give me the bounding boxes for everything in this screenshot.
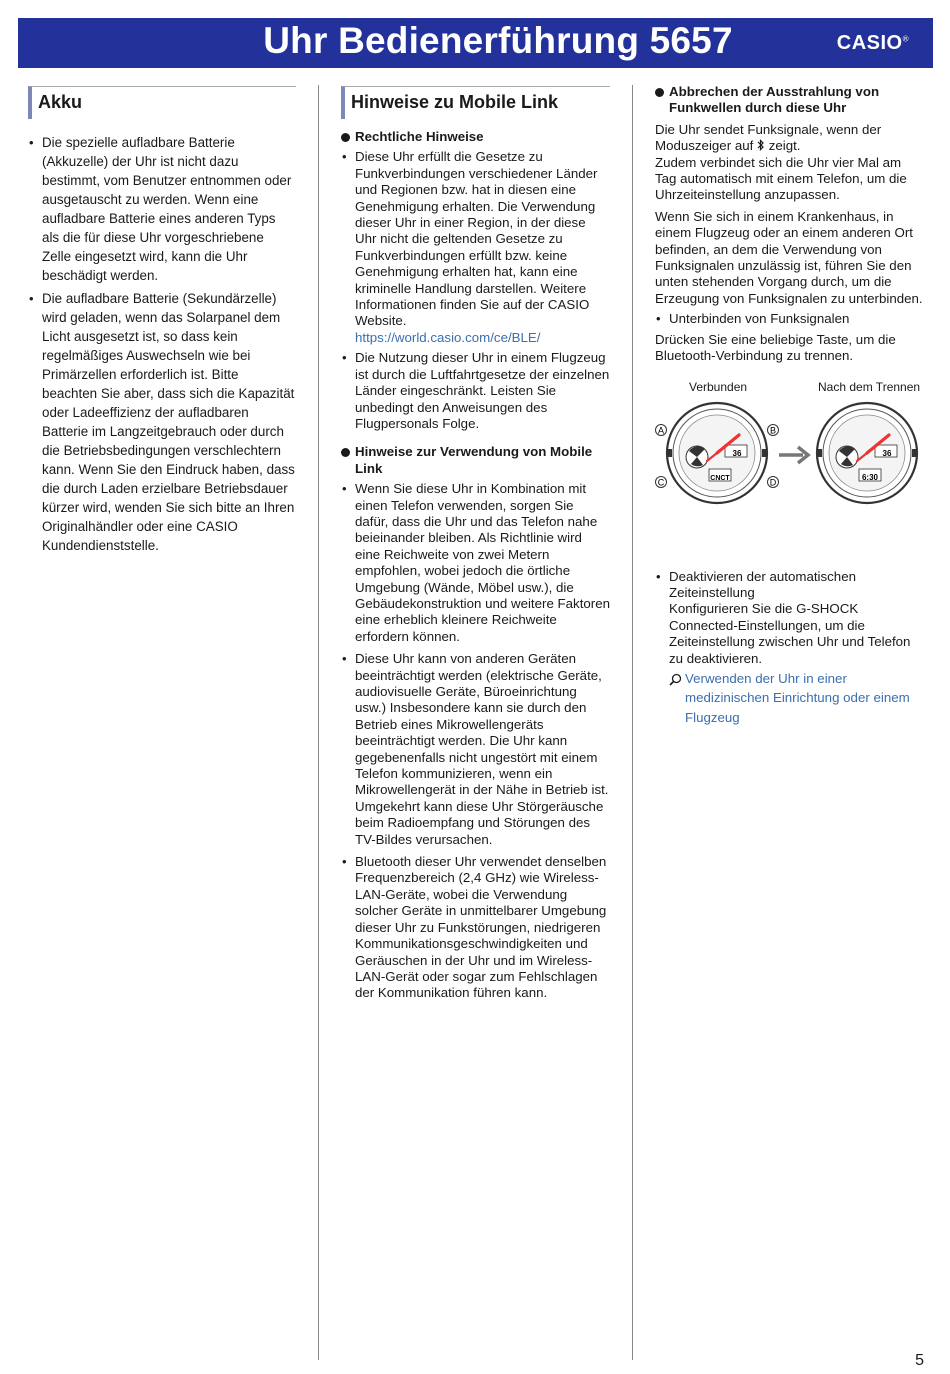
magnifier-icon bbox=[669, 673, 682, 686]
watch-connected bbox=[667, 403, 767, 503]
watch-disconnected bbox=[817, 403, 917, 503]
watch-illustration bbox=[655, 395, 925, 535]
subheading-usage: Hinweise zur Verwendung von Mobile Link bbox=[341, 444, 610, 477]
list-item bbox=[655, 569, 925, 728]
list-item: • Diese Uhr kann von anderen Geräten beeinträchtigt werden (elektrische Geräte, audiovisuelle Geräte, Büroeinrichtung usw.) Insbesondere kann sie durch den Betrieb eines Mikrowellengeräts beeinträchtigt werden. Die Uhr kann gegebenenfalls nicht ungestört mit einem Telefon kommunizieren, wenn ein Mikrowellengerät in der Nähe in Betrieb ist. Umgekehrt kann diese Uhr Störgeräusche beim Radioempfang und Störungen des TV-Bildes verursachen. bbox=[341, 651, 610, 848]
legal-text: Diese Uhr erfüllt die Gesetze zu Funkverbindungen verschiedener Länder und Regionen bzw. hat in diesen eine Genehmigung erhalten. Die Verwendung dieser Uhr in einer Region, in der diese Uhr nicht die geltenden Gesetze zu Funkverbindungen erfüllt bzw. keine Genehmigung erhalten hat, kann eine kriminelle Handlung darstellen. Weitere Informationen finden Sie auf der CASIO Website. bbox=[355, 149, 598, 329]
watch-display-digit-2: 36 bbox=[882, 448, 892, 458]
bullet-body: Konfigurieren Sie die G-SHOCK Connected-Einstellungen, um die Zeiteinstellung zwischen Uhr und Telefon zu deaktivieren. bbox=[669, 601, 911, 666]
button-a-label: A bbox=[657, 425, 665, 435]
reference-link-row bbox=[669, 669, 925, 728]
button-b-label: B bbox=[769, 425, 777, 435]
casio-logo: CASIO® bbox=[836, 32, 909, 54]
list-item: • Die Nutzung dieser Uhr in einem Flugzeug ist durch die Luftfahrtgesetze der einzelnen Länder eingeschränkt. Leisten Sie unbedingt den Anweisungen des Flugpersonals Folge. bbox=[341, 350, 610, 432]
paragraph: Die Uhr sendet Funksignale, wenn der Moduszeiger auf zeigt. Zudem verbindet sich die Uhr vier Mal am Tag automatisch mit einem Telefon, um die Uhrzeiteinstellung anzupassen. bbox=[655, 121, 907, 203]
subheading-legal: Rechtliche Hinweise bbox=[341, 129, 610, 145]
paragraph: Wenn Sie sich in einem Krankenhaus, in einem Flugzeug oder an einem anderen Ort befinden, an dem die Verwendung von Funksignalen unzulässig ist, führen Sie den unten stehenden Vorgang durch, um die Erzeugung von Funksignalen zu unterbinden. bbox=[655, 208, 923, 306]
bluetooth-icon bbox=[757, 139, 765, 151]
column-radio bbox=[655, 84, 925, 727]
list-item: • Die aufladbare Batterie (Sekundärzelle) wird geladen, wenn das Solarpanel dem Licht ausgesetzt ist, so dass kein regelmäßiges Auswechseln wie bei Primärzellen erforderlich ist. Bitte beachten Sie aber, dass sich die Kapazität oder Ladeeffizienz der aufladbaren Batterie im Langzeitgebrauch oder durch die Betriebsbedingungen verschlechtern kann. Wenn Sie den Eindruck haben, dass die durch Laden erzielbare Betriebsdauer kürzer wird, wenden Sie sich bitte an Ihren Originalhändler oder eine CASIO Kundendienststelle. bbox=[28, 289, 296, 555]
watch-display-digit: 36 bbox=[732, 448, 742, 458]
watch-display-time: 6:30 bbox=[861, 472, 879, 482]
figure-label-disconnected: Nach dem Trennen bbox=[818, 379, 921, 394]
watch-figure bbox=[655, 379, 925, 539]
figure-label-connected: Verbunden bbox=[689, 379, 748, 394]
section-heading: Hinweise zu Mobile Link bbox=[341, 86, 610, 119]
list-item: • Die spezielle aufladbare Batterie (Akkuzelle) der Uhr ist nicht dazu bestimmt, vom Benutzer entnommen oder ausgetauscht zu werden. Wenn eine aufladbare Batterie eines anderen Typs als die für diese Uhr vorgeschriebene Zelle eingesetzt wird, kann die Uhr beschädigt werden. bbox=[28, 133, 296, 285]
column-divider bbox=[632, 85, 633, 1360]
page-number: 5 bbox=[915, 1352, 924, 1369]
bullet-title: • Deaktivieren der automatischen Zeiteinstellung bbox=[669, 568, 856, 600]
medical-aircraft-link[interactable]: Verwenden der Uhr in einer medizinischen Einrichtung oder einem Flugzeug bbox=[685, 670, 910, 725]
column-divider bbox=[318, 85, 319, 1360]
paragraph: Drücken Sie eine beliebige Taste, um die Bluetooth-Verbindung zu trennen. bbox=[655, 331, 896, 364]
column-mobile-link bbox=[341, 86, 610, 1002]
page-title: Uhr Bedienerführung 5657 bbox=[263, 20, 733, 61]
section-heading: Akku bbox=[28, 86, 296, 119]
list-item: • Wenn Sie diese Uhr in Kombination mit einen Telefon verwenden, sorgen Sie dafür, dass die Uhr und das Telefon nahe beieinander bleiben. Als Richtlinie wird eine Reichweite von zwei Metern empfohlen, wobei jedoch die örtliche Umgebung (Wände, Möbel usw.), die Gebäudekonstruktion und weitere Faktoren eine erheblich kleinere Reichweite erfordern können. bbox=[341, 481, 610, 645]
page-header bbox=[18, 18, 933, 68]
list-item: • Bluetooth dieser Uhr verwendet denselben Frequenzbereich (2,4 GHz) wie Wireless-LAN-Geräte, wobei die Verwendung solcher Geräte in unmittelbarer Umgebung dieser Uhr zu Funkstörungen, niedrigeren Kommunikationsgeschwindigkeiten und Geräuschen in der Uhr und im Wireless-LAN-Gerät oder sogar zum Fehlschlagen der Kommunikation führen kann. bbox=[341, 854, 610, 1002]
subheading-radio: Abbrechen der Ausstrahlung von Funkwellen durch diese Uhr bbox=[655, 84, 925, 117]
watch-display-cnct: CNCT bbox=[710, 474, 730, 482]
list-item: • Unterbinden von Funksignalen bbox=[655, 311, 925, 327]
button-c-label: C bbox=[657, 477, 665, 487]
list-item bbox=[341, 149, 610, 346]
casio-ble-link[interactable]: https://world.casio.com/ce/BLE/ bbox=[355, 329, 541, 345]
button-d-label: D bbox=[769, 477, 777, 487]
column-akku bbox=[28, 86, 296, 555]
